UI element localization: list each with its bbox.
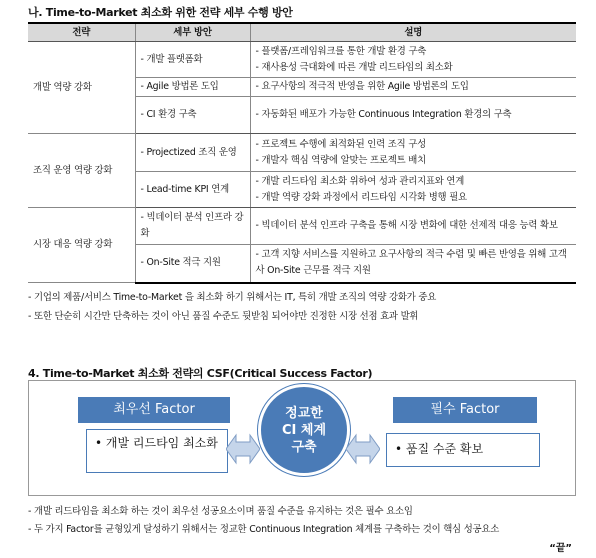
end-mark: “끝” <box>549 543 572 554</box>
description-line: - 플랫폼/프레임워크를 통한 개발 환경 구축 <box>255 45 427 57</box>
section-title-csf: 4. Time-to-Market 최소화 전략의 CSF(Critical Success Factor) <box>28 367 373 380</box>
core-csf-circle <box>258 384 350 476</box>
double-arrow-left <box>226 431 260 467</box>
csf-diagram <box>28 380 576 496</box>
description-line: - 빅데이터 분석 인프라 구축을 통해 시장 변화에 대한 선제적 대응 능력 확보 <box>255 220 558 231</box>
description-cell <box>250 42 576 78</box>
priority-factor-title: 최우선 Factor <box>78 397 230 423</box>
description-line: - 개발 리드타임 최소화 위하여 성과 관리지표와 연계 <box>255 175 465 187</box>
description-cell <box>250 208 576 245</box>
description-cell <box>250 245 576 283</box>
description-line: - 개발 역량 강화 과정에서 리드타임 시각화 병행 필요 <box>255 191 467 203</box>
header-strategy: 전략 <box>28 23 135 42</box>
plan-cell: - CI 환경 구축 <box>135 97 250 134</box>
table-row <box>28 134 576 172</box>
description-line: - 개발자 핵심 역량에 알맞는 프로젝트 배치 <box>255 154 426 166</box>
description-cell <box>250 97 576 134</box>
description-cell <box>250 172 576 208</box>
header-description: 설명 <box>250 23 576 42</box>
plan-cell: - Agile 방법론 도입 <box>135 78 250 97</box>
strategy-cell: 조직 운영 역량 강화 <box>28 134 135 208</box>
csf-note-line: - 두 가지 Factor를 균형있게 달성하기 위해서는 정교한 Continuous Integration 체계를 구축하는 것이 핵심 성공요소 <box>28 524 500 535</box>
priority-factor-box: • 개발 리드타임 최소화 <box>86 429 228 473</box>
section-title-strategy-detail: 나. Time-to-Market 최소화 위한 전략 세부 수행 방안 <box>28 6 293 19</box>
strategy-table <box>28 22 576 284</box>
csf-note-line: - 개발 리드타임을 최소화 하는 것이 최우선 성공요소이며 품질 수준을 유지하는 것은 필수 요소임 <box>28 506 413 517</box>
table-header-row <box>28 23 576 42</box>
core-csf-line: 구축 <box>291 439 317 455</box>
description-line: - 재사용성 극대화에 따른 개발 리드타임의 최소화 <box>255 61 453 73</box>
plan-cell: - 개발 플랫폼화 <box>135 42 250 78</box>
required-factor-box: • 품질 수준 확보 <box>386 433 540 467</box>
core-csf-line: CI 체계 <box>281 422 327 438</box>
description-line: - 자동화된 배포가 가능한 Continuous Integration 환경의 구축 <box>255 109 512 120</box>
header-plan: 세부 방안 <box>135 23 250 42</box>
table-row <box>28 42 576 78</box>
table-row <box>28 208 576 245</box>
required-factor-title: 필수 Factor <box>393 397 537 423</box>
description-line: - 요구사항의 적극적 반영을 위한 Agile 방법론의 도입 <box>255 81 469 92</box>
description-line: - 프로젝트 수행에 최적화된 인력 조직 구성 <box>255 138 426 150</box>
note-line: - 기업의 제품/서비스 Time-to-Market 을 최소화 하기 위해서는 IT, 특히 개발 조직의 역량 강화가 중요 <box>28 292 437 303</box>
note-line: - 또한 단순히 시간만 단축하는 것이 아닌 품질 수준도 뒷받침 되어야만 진정한 시장 선점 효과 발휘 <box>28 311 419 322</box>
plan-cell: - Lead-time KPI 연계 <box>135 172 250 208</box>
core-csf-line: 정교한 <box>285 405 323 421</box>
description-line: - 고객 지향 서비스를 지원하고 요구사항의 적극 수렴 및 빠른 반영을 위해 고객사 On-Site 근무를 적극 지원 <box>255 249 567 277</box>
plan-cell: - 빅데이터 분석 인프라 강화 <box>135 208 250 245</box>
strategy-cell: 시장 대응 역량 강화 <box>28 208 135 283</box>
plan-cell: - On-Site 적극 지원 <box>135 245 250 283</box>
strategy-cell: 개발 역량 강화 <box>28 42 135 134</box>
description-cell <box>250 78 576 97</box>
double-arrow-right <box>346 431 380 467</box>
plan-cell: - Projectized 조직 운영 <box>135 134 250 172</box>
description-cell <box>250 134 576 172</box>
